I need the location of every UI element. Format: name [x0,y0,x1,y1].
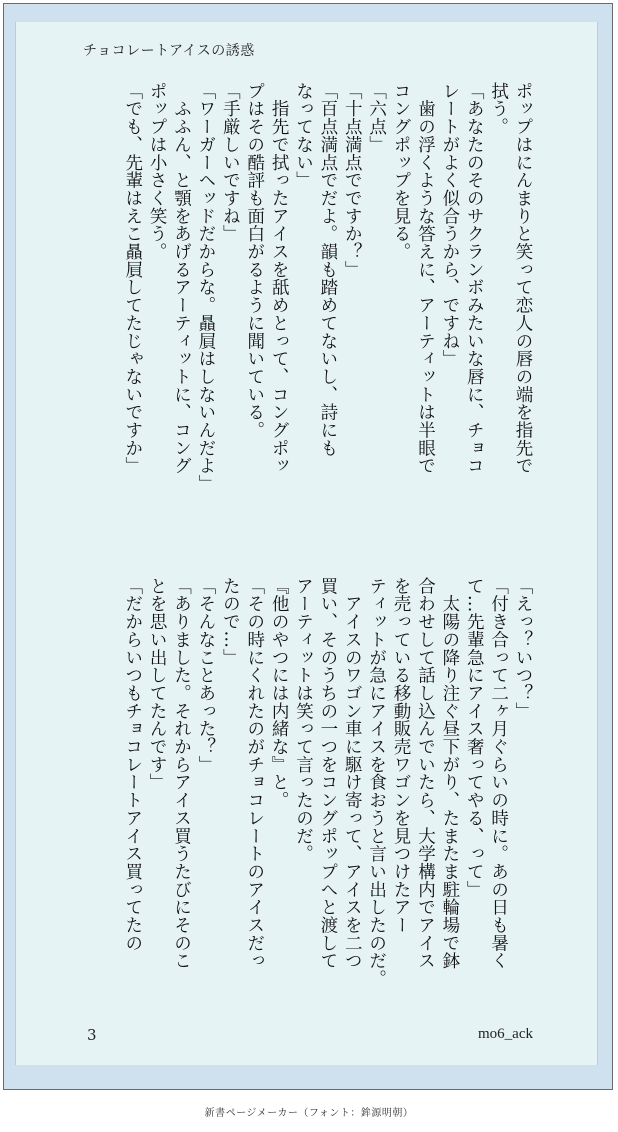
text-line: とを思い出してたんです」 [147,577,168,792]
author-handle: mo6_ack [478,1026,533,1042]
text-line: を売っている移動販売ワゴンを見つけたアー [391,577,412,934]
text-line: 「あなたのそのサクランボみたいな唇に、チョコ [464,82,485,475]
running-title: チョコレートアイスの誘惑 [83,43,255,59]
text-line: 「そんなことあった？」 [195,577,216,774]
text-line: 「その時にくれたのがチョコレートのアイスだっ [244,577,265,970]
text-line: 「だからいつもチョコレートアイス買ってたの [122,577,143,952]
text-line: ティットが急にアイスを食おうと言い出したのだ。 [366,577,387,988]
text-line: 「十点満点でですか？」 [342,82,363,279]
text-line: て…先輩急にアイス奢ってやる、って」 [464,577,485,899]
text-line: 拭う。 [488,82,509,136]
text-line: レートがよく似合うから、ですね」 [439,82,460,368]
text-line: ポップは小さく笑う。 [147,82,168,261]
text-line: ポップはにんまりと笑って恋人の唇の端を指先で [513,82,533,475]
lower-text-block [120,577,535,988]
text-line: 歯の浮くような答えに、アーティットは半眼で [415,82,436,475]
text-line: コングポップを見る。 [391,82,412,261]
text-line: 「ワーガーヘッドだからな。贔屓はしないんだよ」 [195,82,216,493]
text-line: 太陽の降り注ぐ昼下がり、たまたま駐輪場で鉢 [439,577,460,970]
text-line: たので…」 [220,577,241,667]
text-line: 「手厳しいですね」 [220,82,241,243]
text-line: 合わせして話し込んでいたら、大学構内でアイス [415,577,436,970]
text-line: アーティットは笑って言ったのだ。 [293,577,314,863]
text-line: 『他のやつには内緒な』と。 [269,577,290,810]
page-number: 3 [87,1026,97,1044]
text-line: 「でも、先輩はえこ贔屓してたじゃないですか」 [122,82,143,475]
text-line: なってない」 [293,82,314,190]
text-line: 「百点満点でだよ。韻も踏めてないし、詩にも [317,82,338,457]
text-line: 「えっ？いつ？」 [513,577,533,720]
text-line: 「ありました。それからアイス買うたびにそのこ [171,577,192,970]
text-line: 「六点」 [366,82,387,154]
text-line: 指先で拭ったアイスを舐めとって、コングポッ [269,82,290,475]
text-line: プはその酷評も面白がるように聞いている。 [244,82,265,439]
upper-text-block [120,82,535,493]
generator-credit: 新書ページメーカー（フォント：鉾源明朝） [204,1108,414,1119]
text-line: アイスのワゴン車に駆け寄って、アイスを二つ [342,577,363,970]
text-line: 「付き合って二ヶ月ぐらいの時に。あの日も暑く [488,577,509,970]
text-line: ふふん、と顎をあげるアーティットに、コング [171,82,192,475]
text-line: 買い、そのうちの一つをコングポップへと渡して [317,577,338,970]
